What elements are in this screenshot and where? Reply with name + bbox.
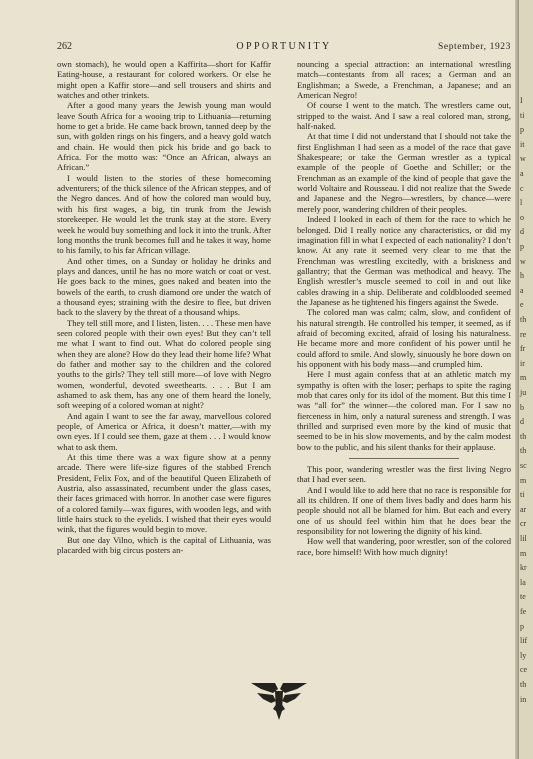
adjacent-page-fragment: ti: [520, 490, 525, 500]
paragraph: How well that wandering, poor wrestler, son of the colored race, bore himself! With how much dignity!: [297, 536, 511, 557]
adjacent-page-fragment: in: [520, 694, 527, 704]
adjacent-page-fragment: ir: [520, 358, 525, 368]
adjacent-page-fragment: lif: [520, 636, 528, 646]
adjacent-page-fragment: p: [520, 125, 524, 135]
adjacent-page-fragment: c: [520, 183, 524, 193]
paragraph: The colored man was calm; calm, slow, and confident of his natural strength. He controlled his temper, it seemed, as if afraid of becoming excited, afraid of losing his naturalness. He became more and more confident of his power until he could afford to smile. And slowly, sinuously he bore down on his opponent with his body mass—and crumpled him.: [297, 307, 511, 369]
paragraph: own stomach), he would open a Kaffirita—short for Kaffir Eating-house, a restaurant for colored workers. Or else he might open a Kaffir store—and sell trousers and shirts and watches and other trinkets.: [57, 59, 271, 101]
paragraph: And I would like to add here that no race is responsible for all its children. If one of them lives badly and does harm his people should not all be blamed for him. But each and every one of us should feel within him that he does bear the responsibility for not lowering the dignity of his kind.: [297, 484, 511, 537]
adjacent-page-fragment: th: [520, 446, 527, 456]
paragraph: And again I want to see the far away, marvellous colored people, of America or Africa, it doesn’t matter,—with my own eyes. If I could see them, gaze at them . . . I would know what to ask them.: [57, 410, 271, 452]
adjacent-page-fragment: th: [520, 431, 527, 441]
adjacent-page-fragment: fr: [520, 344, 526, 354]
magazine-title: OPPORTUNITY: [236, 41, 332, 52]
left-column: [57, 59, 271, 556]
adjacent-page-fragment: fe: [520, 607, 527, 616]
adjacent-page-fragment: m: [520, 548, 527, 558]
adjacent-page-fragment: p: [520, 242, 524, 251]
paragraph: At that time I did not understand that I should not take the first Englishman I had seen as a model of the race that gave Shakespeare; or take the German wrestler as a typical example of the people of Goethe and Schiller; or the Frenchman as an example of the kind of people that gave the world Voltaire and Rousseau. I did not realize that the Swede and Japanese and the Negro—wrestlers, by chance—were merely poor, wandering children of their peoples.: [297, 131, 511, 214]
adjacent-page-fragment: I: [520, 96, 523, 105]
paragraph: They tell still more, and I listen, listen. . . . These men have seen colored people with their own eyes! But they can’t tell me what I want to find out. What do colored people sing when they are alone? How do they lead their home life? What do father and mother say to the children and the colored youths to the girls? They tell still more—of love with Negro women, wonderful, devoted sweethearts. . . . But I am ashamed to ask them, has any one of them heard the lonely, soft weeping of a colored woman at night?: [57, 317, 271, 411]
adjacent-page-edge: [519, 0, 533, 759]
adjacent-page-fragment: b: [520, 402, 524, 412]
paragraph: nouncing a special attraction: an international wrestling match—contestants from all races; a German and an Englishman; a Swede, a Frenchman, a Japanese; and an American Negro!: [297, 59, 511, 101]
paragraph: And other times, on a Sunday or holiday he drinks and plays and dances, until he has no more watch or coat or vest. He goes back to the mines, goes naked and beaten into the bowels of the earth, to crush diamond ore under the watch of a thousand eyes; straining with the desire to flee, but driven back to the slavery by the threat of a thousand whips.: [57, 255, 271, 318]
opportunity-eagle-ornament-icon: [251, 681, 307, 721]
adjacent-page-fragment: la: [520, 577, 526, 587]
adjacent-page-fragment: it: [520, 139, 525, 149]
paragraph: Of course I went to the match. The wrestlers came out, stripped to the waist. And I saw a real colored man, strong, half-naked.: [297, 100, 511, 132]
adjacent-page-fragment: th: [520, 315, 527, 324]
adjacent-page-fragment: th: [520, 680, 527, 689]
adjacent-page-fragment: e: [520, 300, 524, 310]
paragraph: But one day Vilno, which is the capital of Lithuania, was placarded with big circus posters an-: [57, 534, 271, 556]
adjacent-page-fragment: m: [520, 475, 527, 485]
adjacent-page-fragment: w: [520, 154, 526, 164]
adjacent-page-fragment: l: [520, 198, 523, 208]
paragraph: After a good many years the Jewish young man would leave South Africa for a wooing trip to Lithuania—returning home to get a bride. He came back brown, tanned deep by the sun, with golden rings on his fingers, and a heavy gold watch and chain. He would then pick his bride and go back to Africa. For the motto was: “Once an African, always an African.”: [57, 100, 271, 173]
running-header: [57, 40, 511, 54]
paragraph: Here I must again confess that at an athletic match my sympathy is often with the loser; perhaps to spite the raging mob that cares only for its idol of the moment. But this time I was “all for” the winner—the colored man. For I saw no fierceness in him, only a natural sureness and strength. I was thrilled and surprised even more by the kind of music that seemed to be in his slow movements, and by the calm modest bow to the public, and his silent thanks for their applause.: [297, 369, 511, 452]
adjacent-page-fragment: p: [520, 621, 524, 631]
adjacent-page-fragment: kr: [520, 563, 527, 573]
adjacent-page-fragment: o: [520, 212, 524, 222]
adjacent-page-fragment: h: [520, 271, 524, 281]
paragraph: I would listen to the stories of these homecoming adventurers; of the thick silence of the African steppes, and of the Negro dances. And of how the colored man would buy, with his first wages, a big, tin trunk from the Jewish storekeeper. He would let the trunk stay at the store. Every week he would buy something and lock it into the trunk. After long months the trunk becomes full and he takes it way, home to his family, to his far African village.: [57, 172, 271, 256]
adjacent-page-fragment: d: [520, 227, 524, 237]
adjacent-page-fragment: te: [520, 592, 526, 602]
adjacent-page-fragment: cr: [520, 519, 527, 529]
adjacent-page-fragment: ar: [520, 504, 527, 514]
paragraph: At this time there was a wax figure show at a penny arcade. There were life-size figures of the stabbed French President, Felix Fox, and of the beautiful Queen Elizabeth of Austria, also assassinated, recumbent under the glass cases, their faces grimaced with horror. In another case were figures of a colored family—wax figures, with wooden legs, and with little hairs stuck to the eyelids. I wished that their eyes would wink, that the figures would begin to move.: [57, 452, 271, 535]
adjacent-page-fragment: a: [520, 285, 524, 295]
adjacent-page-fragment: ti: [520, 110, 525, 120]
adjacent-page-fragment: ce: [520, 665, 528, 675]
adjacent-page-fragment: lil: [520, 534, 527, 543]
adjacent-page-fragment: re: [520, 329, 527, 339]
adjacent-page-fragment: w: [520, 256, 526, 266]
adjacent-page-fragment: d: [520, 417, 524, 427]
right-column: [297, 59, 511, 557]
paragraph: This poor, wandering wrestler was the first living Negro that I had ever seen.: [297, 464, 511, 485]
page-number: 262: [57, 41, 72, 52]
adjacent-page-fragment: a: [520, 169, 524, 178]
adjacent-page-fragment: sc: [520, 461, 527, 470]
adjacent-page-fragment: ly: [520, 650, 527, 660]
section-divider: [349, 458, 459, 459]
adjacent-page-fragment: m: [520, 373, 527, 383]
paragraph: Indeed I looked in each of them for the race to which he belonged. Did I really notice any characteristics, or did my imagination fill in what I expected of each nationality? I don’t know. At any rate it seemed very clear to me that the Frenchman was wrestling excitedly, with a briskness and gallantry; that the German was methodical and heavy. The English wrestler’s muscle seemed to coil in and out like cables drawing in a ship. Deliberate and coldblooded seemed the Japanese as he tightened his fingers against the Swede.: [297, 214, 511, 307]
adjacent-page-fragment: ju: [520, 388, 527, 397]
issue-date: September, 1923: [438, 42, 511, 52]
